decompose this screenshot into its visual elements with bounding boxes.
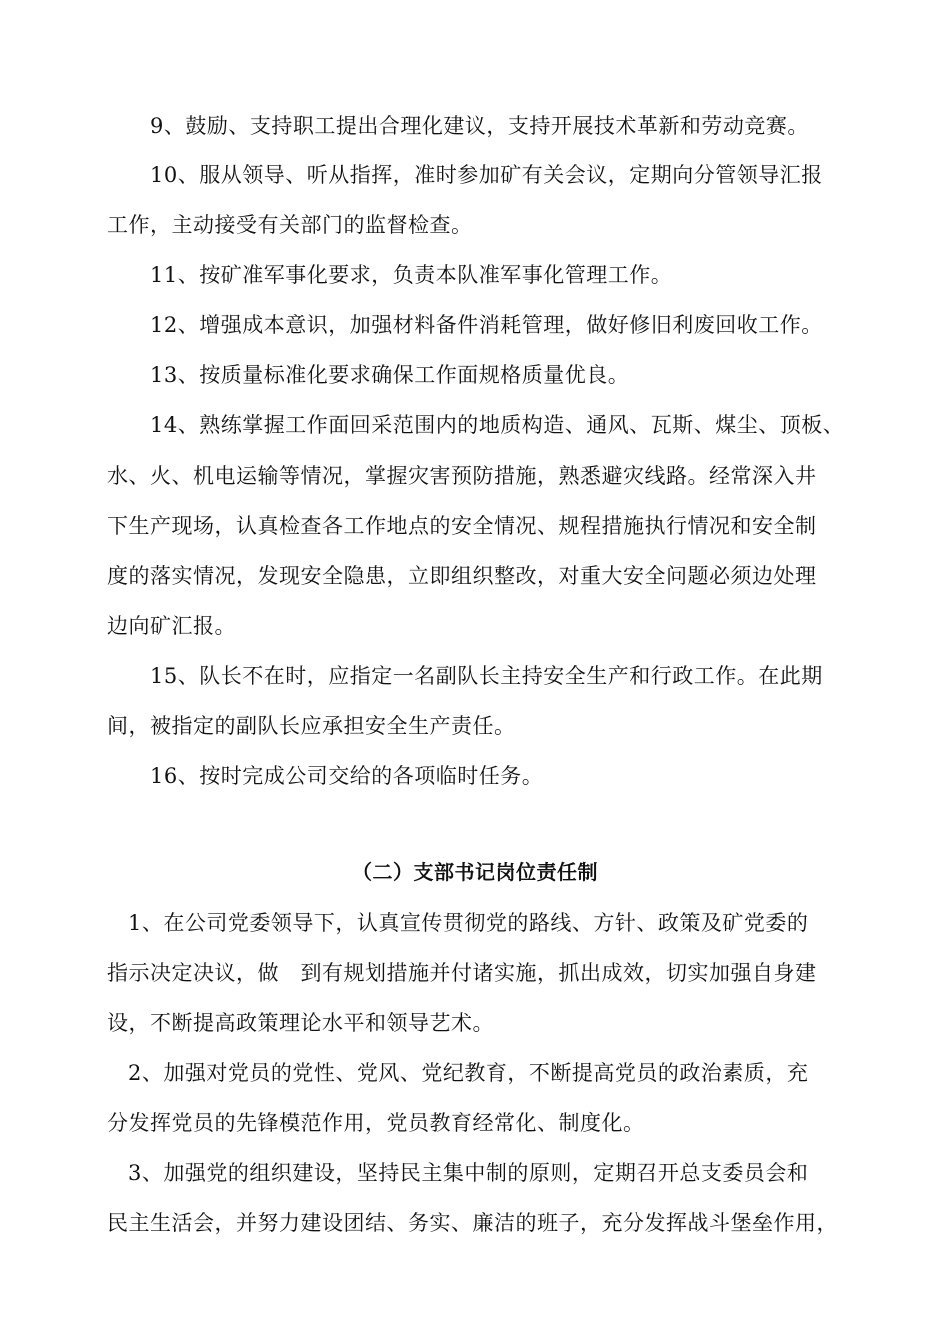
item-10-line-1: 10、服从领导、听从指挥，准时参加矿有关会议，定期向分管领导汇报	[150, 163, 823, 187]
item-14-line-5: 边向矿汇报。	[107, 614, 236, 638]
item-14-line-3: 下生产现场，认真检查各工作地点的安全情况、规程措施执行情况和安全制	[107, 514, 817, 538]
item-10-line-2: 工作，主动接受有关部门的监督检查。	[107, 213, 473, 237]
s2-item-1-line-2: 指示决定决议，做 到有规划措施并付诸实施，抓出成效，切实加强自身建	[107, 961, 817, 985]
s2-item-3-line-2: 民主生活会，并努力建设团结、务实、廉洁的班子，充分发挥战斗堡垒作用，	[107, 1211, 838, 1235]
s2-item-3-line-1: 3、加强党的组织建设，坚持民主集中制的原则，定期召开总支委员会和	[128, 1161, 809, 1185]
s2-item-2-line-2: 分发挥党员的先锋模范作用，党员教育经常化、制度化。	[107, 1111, 645, 1135]
item-9-line-1: 9、鼓励、支持职工提出合理化建议，支持开展技术革新和劳动竞赛。	[150, 114, 809, 138]
item-16-line-1: 16、按时完成公司交给的各项临时任务。	[150, 764, 544, 788]
item-14-line-2: 水、火、机电运输等情况，掌握灾害预防措施，熟悉避灾线路。经常深入井	[107, 464, 817, 488]
item-13-line-1: 13、按质量标准化要求确保工作面规格质量优良。	[150, 363, 630, 387]
item-14-line-4: 度的落实情况，发现安全隐患，立即组织整改，对重大安全问题必须边处理	[107, 564, 817, 588]
item-15-line-2: 间，被指定的副队长应承担安全生产责任。	[107, 714, 516, 738]
item-11-line-1: 11、按矿准军事化要求，负责本队准军事化管理工作。	[150, 263, 673, 287]
s2-item-2-line-1: 2、加强对党员的党性、党风、党纪教育，不断提高党员的政治素质，充	[128, 1061, 809, 1085]
item-14-line-1: 14、熟练掌握工作面回采范围内的地质构造、通风、瓦斯、煤尘、顶板、	[150, 413, 845, 437]
section-heading: （二）支部书记岗位责任制	[352, 860, 598, 884]
item-15-line-1: 15、队长不在时，应指定一名副队长主持安全生产和行政工作。在此期	[150, 664, 823, 688]
s2-item-1-line-3: 设，不断提高政策理论水平和领导艺术。	[107, 1011, 494, 1035]
item-12-line-1: 12、增强成本意识，加强材料备件消耗管理，做好修旧利废回收工作。	[150, 313, 823, 337]
s2-item-1-line-1: 1、在公司党委领导下，认真宣传贯彻党的路线、方针、政策及矿党委的	[128, 911, 809, 935]
